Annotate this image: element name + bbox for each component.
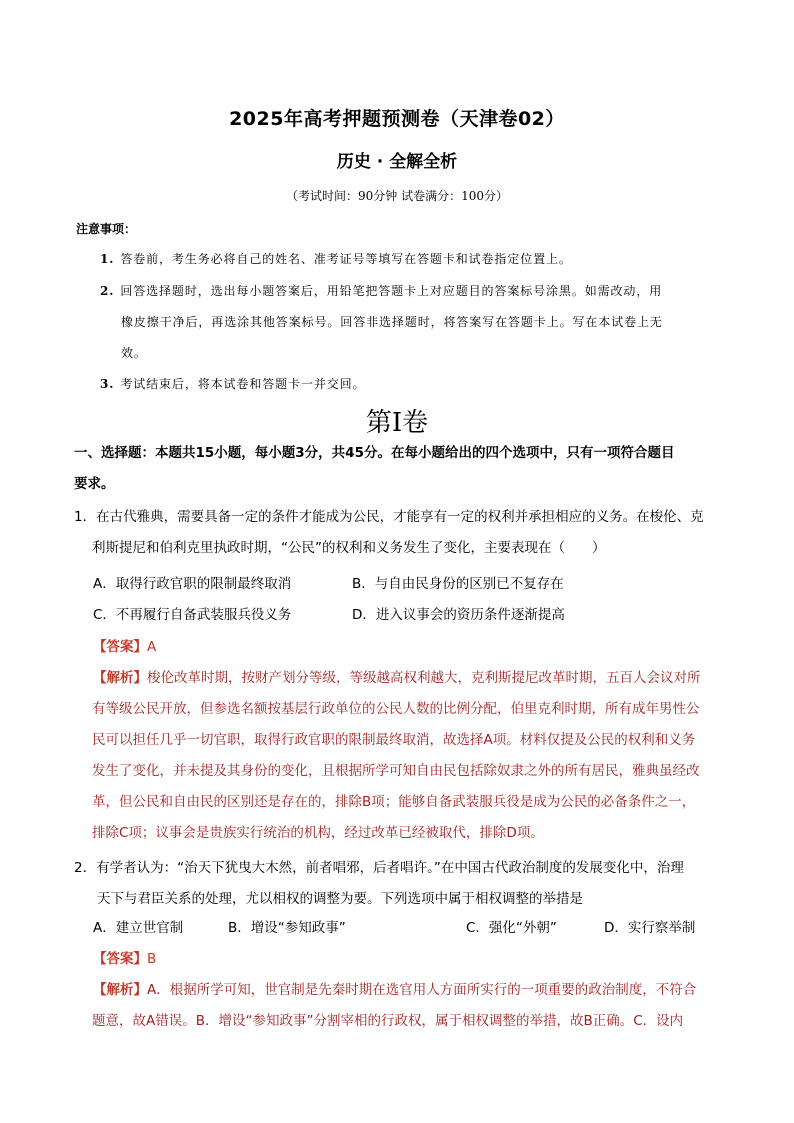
question-2-analysis — [93, 978, 696, 998]
page-title: 2025年高考押题预测卷（天津卷02） — [229, 108, 565, 130]
question-1-option-d: D．进入议事会的资历条件逐渐提高 — [352, 607, 565, 623]
question-1-option-a: A．取得行政官职的限制最终取消 — [93, 576, 292, 592]
analysis-label: 【解析】 — [93, 670, 147, 686]
notice-num: 2. — [100, 284, 115, 298]
part-instruction: 一、选择题：本题共15小题，每小题3分，共45分。在每小题给出的四个选项中，只有一项符合题目 — [74, 445, 675, 461]
question-2-option-d: D．实行察举制 — [604, 920, 696, 936]
notice-num: 1. — [100, 252, 115, 266]
notice-text-cont: 效。 — [121, 346, 147, 360]
analysis-line: 发生了变化，并未提及其身份的变化，且根据所学可知自由民包括除奴隶之外的所有居民，雅典虽经改 — [92, 763, 700, 779]
answer-label: 【答案】 — [93, 951, 147, 967]
notice-item-1 — [100, 250, 572, 267]
answer-value: A — [147, 639, 157, 655]
analysis-line: 革，但公民和自由民的区别还是存在的，排除B项；能够自备武装服兵役是成为公民的必备条件之一， — [92, 794, 696, 810]
analysis-text: A．根据所学可知，世官制是先秦时期在选官用人方面所实行的一项重要的政治制度，不符合 — [147, 982, 697, 998]
notice-text-cont: 橡皮擦干净后，再选涂其他答案标号。回答非选择题时，将答案写在答题卡上。写在本试卷上无 — [121, 315, 663, 329]
analysis-line: 有等级公民开放，但参选名额按基层行政单位的公民人数的比例分配，伯里克利时期，所有成年男性公 — [92, 701, 700, 717]
question-2-stem-cont: 天下与君臣关系的处理，尤以相权的调整为要。下列选项中属于相权调整的举措是 — [97, 891, 583, 907]
notice-heading: 注意事项： — [76, 222, 137, 236]
page-subtitle: 历史 · 全解全析 — [336, 152, 458, 172]
question-1-option-c: C．不再履行自备武装服兵役义务 — [93, 607, 292, 623]
answer-label: 【答案】 — [93, 639, 147, 655]
section-title: 第Ⅰ卷 — [365, 408, 429, 438]
analysis-label: 【解析】 — [93, 982, 147, 998]
exam-info: （考试时间：90分钟 试卷满分：100分） — [286, 189, 508, 203]
question-2-option-c: C．强化“外朝” — [466, 920, 557, 936]
part-instruction-cont: 要求。 — [74, 476, 115, 492]
question-2-answer — [93, 947, 156, 967]
notice-num: 3. — [100, 377, 115, 391]
question-2-option-a: A．建立世官制 — [93, 920, 184, 936]
notice-item-3 — [100, 375, 365, 392]
question-1-stem: 1．在古代雅典，需要具备一定的条件才能成为公民，才能享有一定的权利并承担相应的义务。在梭伦、克 — [74, 509, 704, 525]
question-1-answer — [93, 635, 156, 655]
answer-value: B — [147, 951, 157, 967]
notice-item-2 — [100, 282, 662, 299]
question-1-option-b: B．与自由民身份的区别已不复存在 — [352, 576, 564, 592]
analysis-text: 梭伦改革时期，按财产划分等级，等级越高权利越大，克利斯提尼改革时期，五百人会议对所 — [147, 670, 701, 686]
question-1-analysis — [93, 666, 701, 686]
notice-text: 考试结束后，将本试卷和答题卡一并交回。 — [120, 377, 366, 391]
question-2-option-b: B．增设“参知政事” — [228, 920, 346, 936]
analysis-line: 民可以担任几乎一切官职，取得行政官职的限制最终取消，故选择A项。材料仅提及公民的权利和义务 — [92, 732, 696, 748]
notice-text: 回答选择题时，选出每小题答案后，用铅笔把答题卡上对应题目的答案标号涂黑。如需改动，用 — [120, 284, 663, 298]
analysis-line: 排除C项；议事会是贵族实行统治的机构，经过改革已经被取代，排除D项。 — [92, 825, 544, 841]
question-2-stem: 2．有学者认为：“治天下犹曳大木然，前者唱邪，后者唱许。”在中国古代政治制度的发展变化中，治理 — [74, 860, 684, 876]
question-1-stem-cont: 利斯提尼和伯利克里执政时期，“公民”的权利和义务发生了变化，主要表现在（ ） — [92, 540, 606, 556]
notice-text: 答卷前，考生务必将自己的姓名、准考证号等填写在答题卡和试卷指定位置上。 — [120, 252, 572, 266]
analysis-line: 题意，故A错误。B．增设“参知政事”分割宰相的行政权，属于相权调整的举措，故B正确。C．设内 — [92, 1013, 684, 1029]
